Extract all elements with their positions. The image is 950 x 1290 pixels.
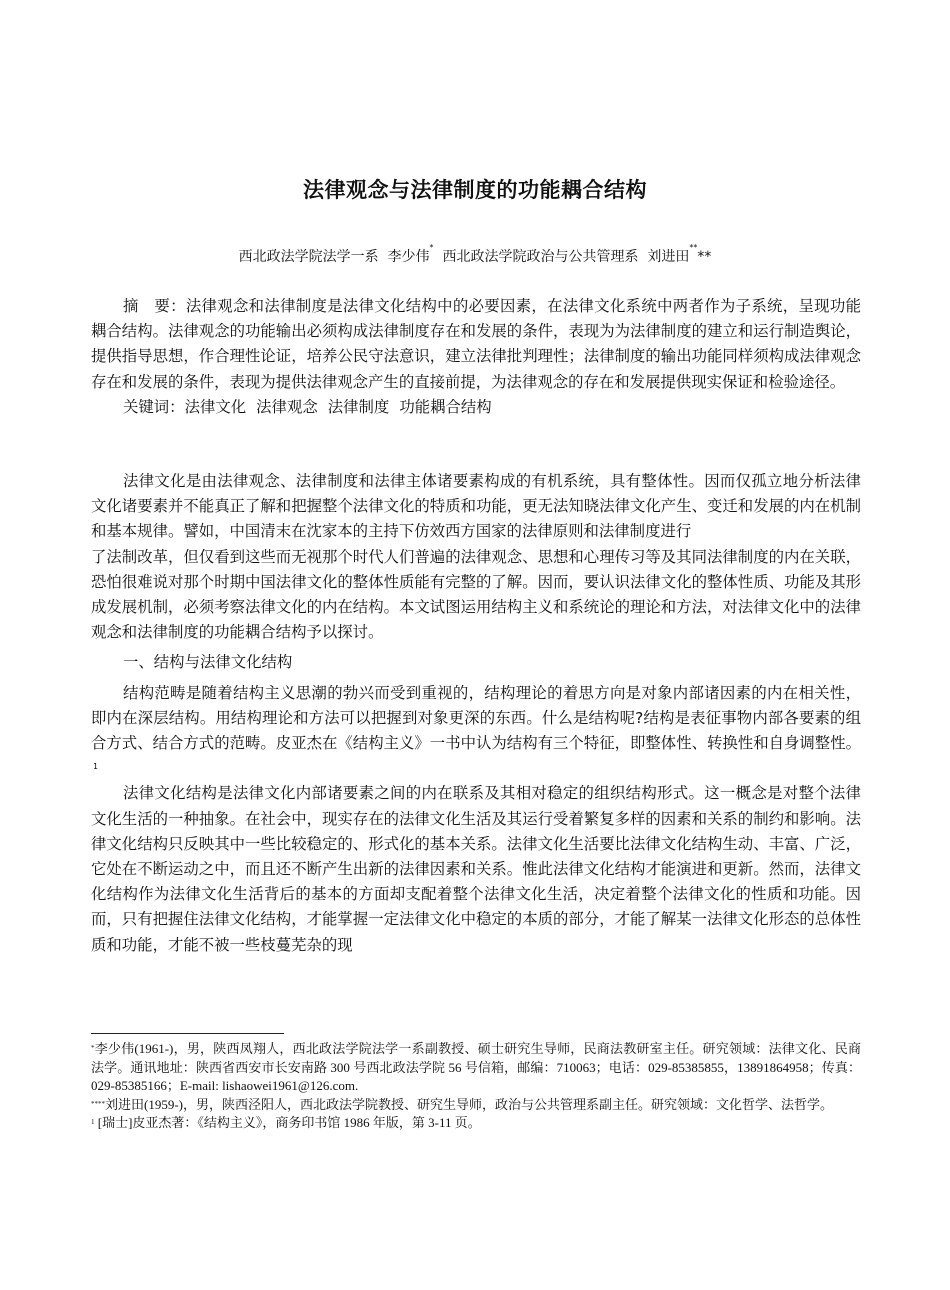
author-name-1: 李少伟 bbox=[387, 249, 430, 265]
paper-title: 法律观念与法律制度的功能耦合结构 bbox=[303, 178, 647, 202]
keyword-1: 法律文化 bbox=[184, 397, 247, 416]
intro-paragraph-2: 了法制改革，但仅看到这些而无视那个时代人们普遍的法律观念、思想和心理传习等及其同法律制度的内在关联，恐怕很难说对那个时期中国法律文化的整体性质能有完整的了解。因而，要认识法律文化的整体性质、功能及其形成发展机制，必须考察法律文化的内在结构。本文试图运用结构主义和系统论的理论和方法，对法律文化中的法律观念和法律制度的功能耦合结构予以探讨。 bbox=[91, 547, 861, 642]
footnote-3 bbox=[91, 1114, 861, 1133]
footnote-3-mark: 1 bbox=[91, 1118, 95, 1126]
author-affiliation-1: 西北政法学院法学一系 bbox=[238, 249, 379, 265]
author-mark-2: ** bbox=[689, 243, 698, 252]
abstract-block bbox=[91, 294, 861, 420]
section1-paragraph-1 bbox=[91, 681, 861, 782]
footnote-2 bbox=[91, 1096, 861, 1115]
footnote-1 bbox=[91, 1040, 861, 1096]
author-affiliation-2: 西北政法学院政治与公共管理系 bbox=[442, 249, 639, 265]
keyword-3: 法律制度 bbox=[327, 397, 390, 416]
keywords-line bbox=[91, 395, 861, 420]
main-text bbox=[91, 469, 861, 958]
footnote-1-mark: * bbox=[91, 1044, 95, 1052]
abstract-text: 摘 要：法律观念和法律制度是法律文化结构中的必要因素，在法律文化系统中两者作为子系统，呈现功能耦合结构。法律观念的功能输出必须构成法律制度存在和发展的条件，表现为为法律制度的建立和运行制造舆论，提供指导思想，作合理性论证，培养公民守法意识，建立法律批判理性；法律制度的输出功能同样须构成法律观念存在和发展的条件，表现为提供法律观念产生的直接前提，为法律观念的存在和发展提供现实保证和检验途径。 bbox=[91, 297, 861, 391]
author-line bbox=[0, 243, 950, 266]
section1-paragraph-2: 法律文化结构是法律文化内部诸要素之间的内在联系及其相对稳定的组织结构形式。这一概念是对整个法律文化生活的一种抽象。在社会中，现实存在的法律文化生活及其运行受着繁复多样的因素和关系的制约和影响。法律文化结构只反映其中一些比较稳定的、形式化的基本关系。法律文化生活要比法律文化结构生动、丰富、广泛，它处在不断运动之中，而且还不断产生出新的法律因素和关系。惟此法律文化结构才能演进和更新。然而，法律文化结构作为法律文化生活背后的基本的方面却支配着整个法律文化生活，决定着整个法律文化的性质和功能。因而，只有把握住法律文化结构，才能掌握一定法律文化中稳定的本质的部分，才能了解某一法律文化形态的总体性质和功能，才能不被一些枝蔓芜杂的现 bbox=[91, 784, 861, 954]
author-name-2: 刘进田 bbox=[647, 249, 690, 265]
section1-paragraph-1-text: 结构范畴是随着结构主义思潮的勃兴而受到重视的，结构理论的着思方向是对象内部诸因素的内在相关性，即内在深层结构。用结构理论和方法可以把握到对象更深的东西。什么是结构呢?结构是表征事物内部各要素的组合方式、结合方式的范畴。皮亚杰在《结构主义》一书中认为结构有三个特征，即整体性、转换性和自身调整性。 bbox=[91, 683, 861, 753]
keyword-4: 功能耦合结构 bbox=[399, 397, 492, 416]
footnote-ref-1: 1 bbox=[93, 762, 99, 772]
author-tail-mark: ** bbox=[697, 249, 712, 265]
intro-paragraph-1: 法律文化是由法律观念、法律制度和法律主体诸要素构成的有机系统，具有整体性。因而仅孤立地分析法律文化诸要素并不能真正了解和把握整个法律文化的特质和功能，更无法知晓法律文化产生、变迁和发展的内在机制和基本规律。譬如，中国清末在沈家本的主持下仿效西方国家的法律原则和法律制度进行 bbox=[91, 472, 861, 541]
footnote-3-text: [瑞士]皮亚杰著：《结构主义》，商务印书馆 1986 年版，第 3-11 页。 bbox=[94, 1115, 481, 1130]
footnotes bbox=[91, 1040, 861, 1133]
keywords-label: 关键词： bbox=[123, 397, 185, 416]
author-mark-1: * bbox=[429, 243, 434, 252]
footnote-2-text: 刘进田(1959-)，男，陕西泾阳人，西北政法学院教授、研究生导师，政治与公共管理系副主任。研究领域：文化哲学、法哲学。 bbox=[105, 1096, 833, 1112]
footnote-2-mark: **** bbox=[91, 1099, 105, 1108]
keyword-2: 法律观念 bbox=[256, 397, 318, 416]
footnote-separator bbox=[91, 1033, 284, 1034]
footnote-1-text: 李少伟(1961-)，男，陕西凤翔人，西北政法学院法学一系副教授、硕士研究生导师，民商法教研室主任。研究领域：法律文化、民商法学。通讯地址：陕西省西安市长安南路 300 号西北政法学院 56 号信箱，邮编：710063；电话：029-85385855，13891864958；传真：029-85385166；E-mail: lishaowei1961@126.com. bbox=[91, 1041, 861, 1093]
section-heading-1: 一、结构与法律文化结构 bbox=[123, 653, 293, 672]
